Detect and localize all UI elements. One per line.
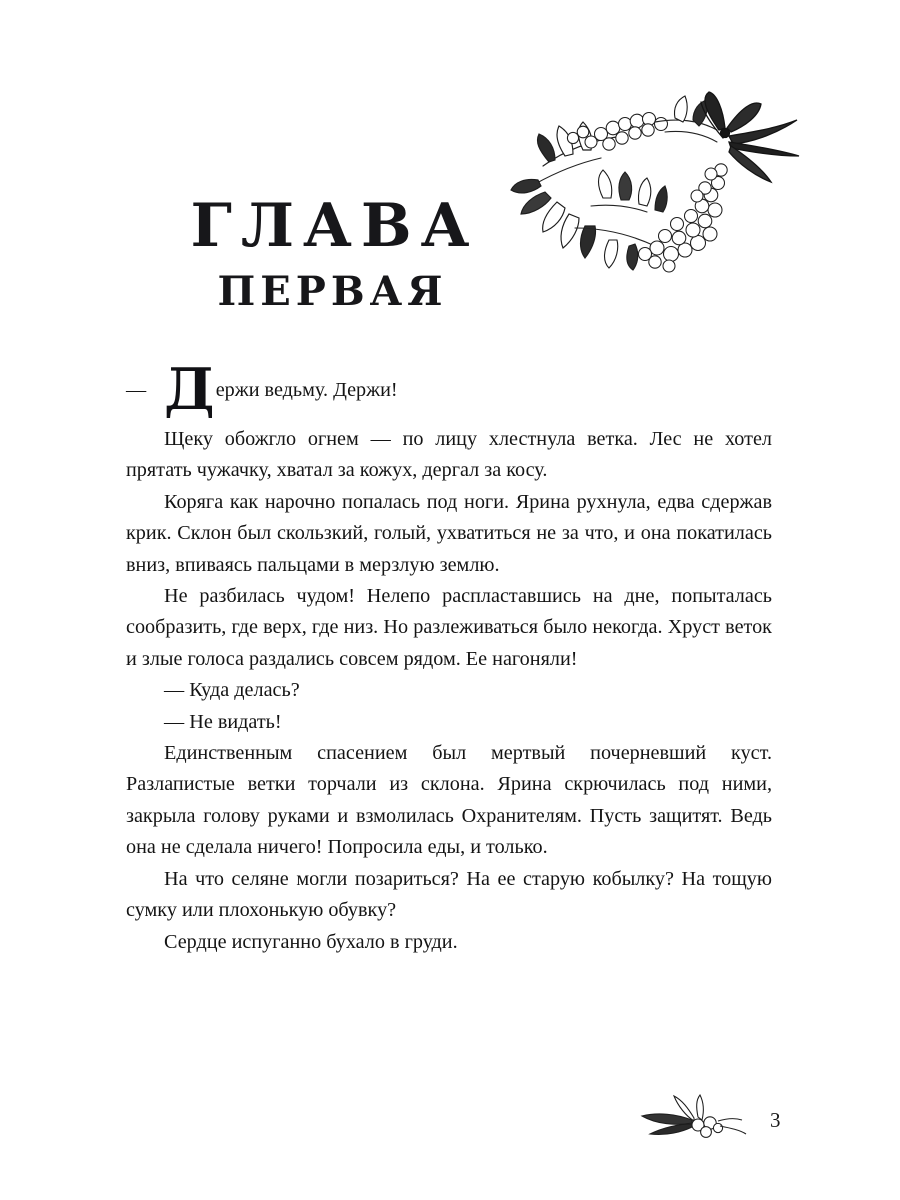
opening-text: ержи ведьму. Держи! [215, 379, 398, 401]
berry-wreath-ornament [505, 88, 805, 273]
paragraph: Коряга как нарочно попалась под ноги. Ярина рухнула, едва сдержав крик. Склон был скользкий, голый, ухватиться не за что, и она покатилась вниз, впиваясь пальцами в мерзлую землю. [126, 490, 772, 576]
page-number: 3 [770, 1108, 781, 1132]
dialogue-line: — Не видать! [164, 710, 282, 733]
chapter-title-word: ГЛАВА [190, 191, 479, 261]
chapter-ordinal-word: ПЕРВАЯ [217, 268, 448, 316]
paragraph: Единственным спасением был мертвый почерневший куст. Разлапистые ветки торчали из склона. Ярина скрючилась под ними, закрыла голову руками и взмолилась Охранителям. Пусть защитят. Ведь она не сделала ничего! Попросила еды, и только. [126, 742, 772, 859]
paragraph: На что селяне могли позариться? На ее старую кобылку? На тощую сумку или плохонькую обувку? [126, 867, 772, 922]
body-text-column [126, 356, 772, 958]
opening-paragraph [126, 356, 772, 424]
chapter-heading [120, 191, 540, 316]
berry-sprig-ornament [634, 1090, 754, 1150]
dialogue-line: — Куда делась? [164, 679, 300, 702]
paragraph: Не разбилась чудом! Нелепо распластавшись на дне, попыталась сообразить, где верх, где низ. Но разлеживаться было некогда. Хруст веток и злые голоса раздались совсем рядом. Ее нагоняли! [126, 585, 772, 670]
paragraph: Щеку обожгло огнем — по лицу хлестнула ветка. Лес не хотел прятать чужачку, хватал за кожух, дергал за косу. [126, 428, 772, 482]
opening-dash: — [126, 379, 147, 401]
paragraph: Сердце испуганно бухало в груди. [164, 930, 458, 953]
drop-cap: Д [164, 356, 215, 423]
